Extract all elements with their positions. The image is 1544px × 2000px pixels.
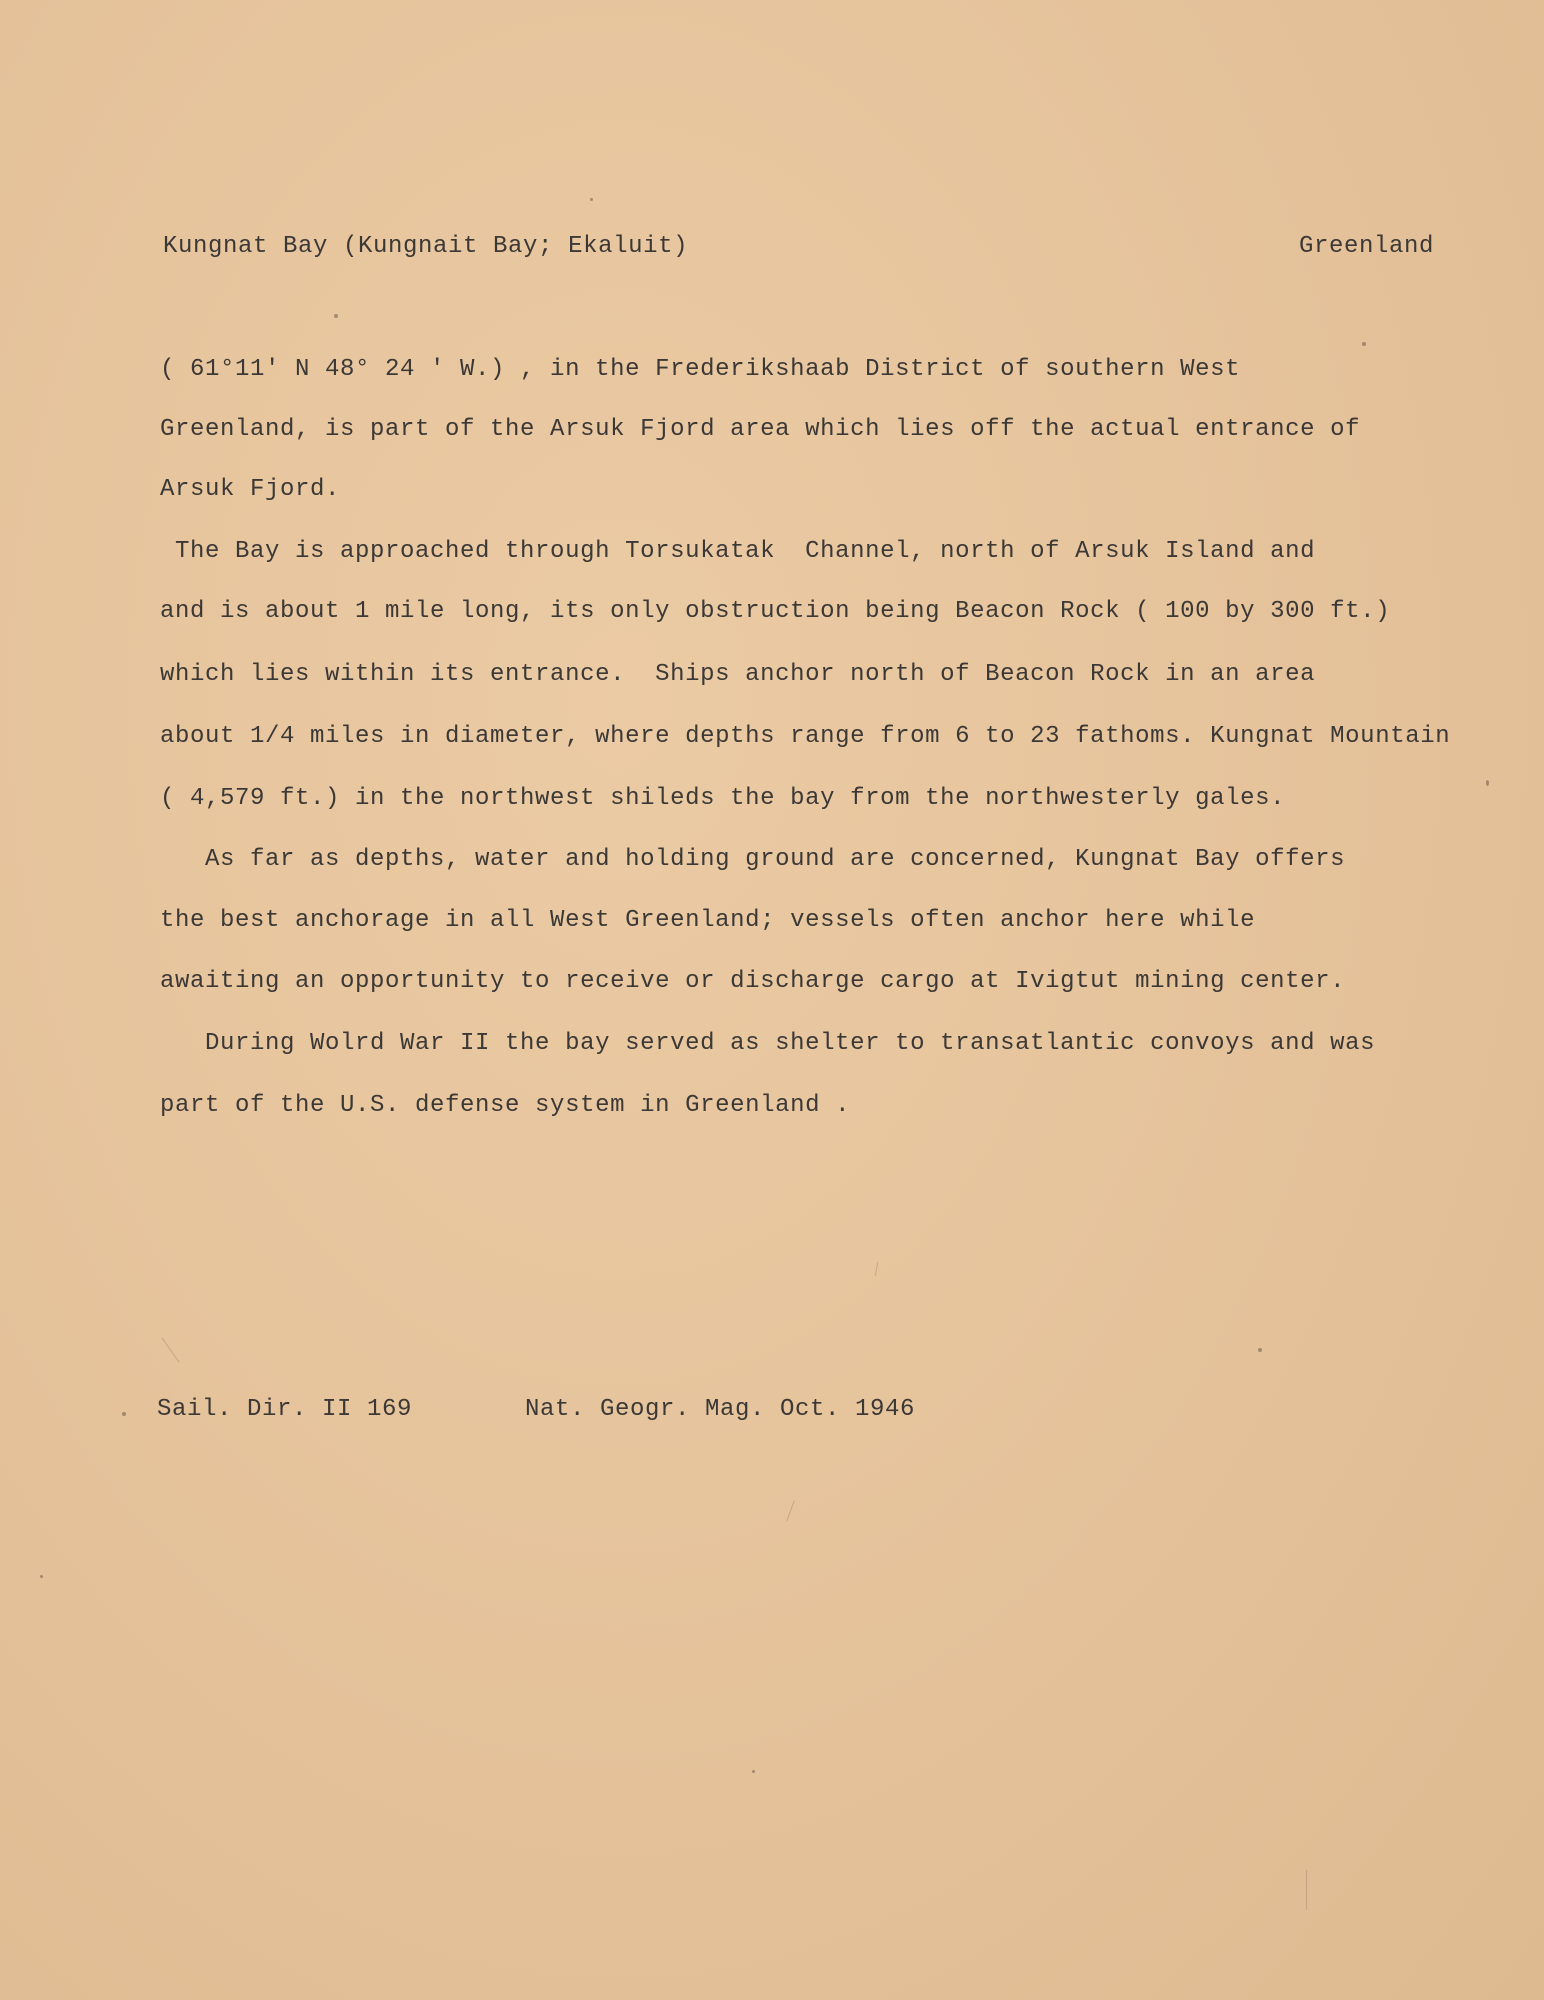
body-line: awaiting an opportunity to receive or discharge cargo at Ivigtut mining center. <box>160 968 1346 995</box>
paper-scratch <box>786 1500 794 1521</box>
body-line: ( 61°11' N 48° 24 ' W.) , in the Frederikshaab District of southern West <box>160 356 1241 383</box>
paper-scratch <box>875 1262 878 1276</box>
region-label: Greenland <box>1298 233 1434 260</box>
body-line: and is about 1 mile long, its only obstruction being Beacon Rock ( 100 by 300 ft.) <box>160 598 1391 625</box>
body-line: part of the U.S. defense system in Greenland . <box>160 1092 851 1119</box>
paper-speck <box>590 198 593 201</box>
paper-speck <box>122 1412 126 1416</box>
paper-speck <box>1258 1348 1262 1352</box>
paper-speck <box>40 1575 43 1578</box>
paper-scratch <box>1306 1870 1307 1910</box>
body-line: As far as depths, water and holding ground are concerned, Kungnat Bay offers <box>160 846 1346 873</box>
body-line: ( 4,579 ft.) in the northwest shileds the bay from the northwesterly gales. <box>160 785 1286 812</box>
reference-magazine: Nat. Geogr. Mag. Oct. 1946 <box>525 1396 916 1423</box>
paper-speck <box>1362 342 1366 346</box>
body-line: the best anchorage in all West Greenland; vessels often anchor here while <box>160 907 1256 934</box>
reference-sailing-directions: Sail. Dir. II 169 <box>157 1396 413 1423</box>
body-line: which lies within its entrance. Ships anchor north of Beacon Rock in an area <box>160 661 1316 688</box>
body-line: The Bay is approached through Torsukatak Channel, north of Arsuk Island and <box>160 538 1316 565</box>
body-line: Greenland, is part of the Arsuk Fjord area which lies off the actual entrance of <box>160 416 1361 443</box>
body-line: During Wolrd War II the bay served as shelter to transatlantic convoys and was <box>160 1030 1376 1057</box>
body-line: Arsuk Fjord. <box>160 476 341 503</box>
paper-speck <box>752 1770 755 1773</box>
paper-speck <box>334 314 338 318</box>
body-line: about 1/4 miles in diameter, where depths range from 6 to 23 fathoms. Kungnat Mountain <box>160 723 1451 750</box>
paper-speck <box>1486 780 1489 786</box>
paper-scratch <box>161 1337 179 1362</box>
document-title: Kungnat Bay (Kungnait Bay; Ekaluit) <box>163 233 689 260</box>
